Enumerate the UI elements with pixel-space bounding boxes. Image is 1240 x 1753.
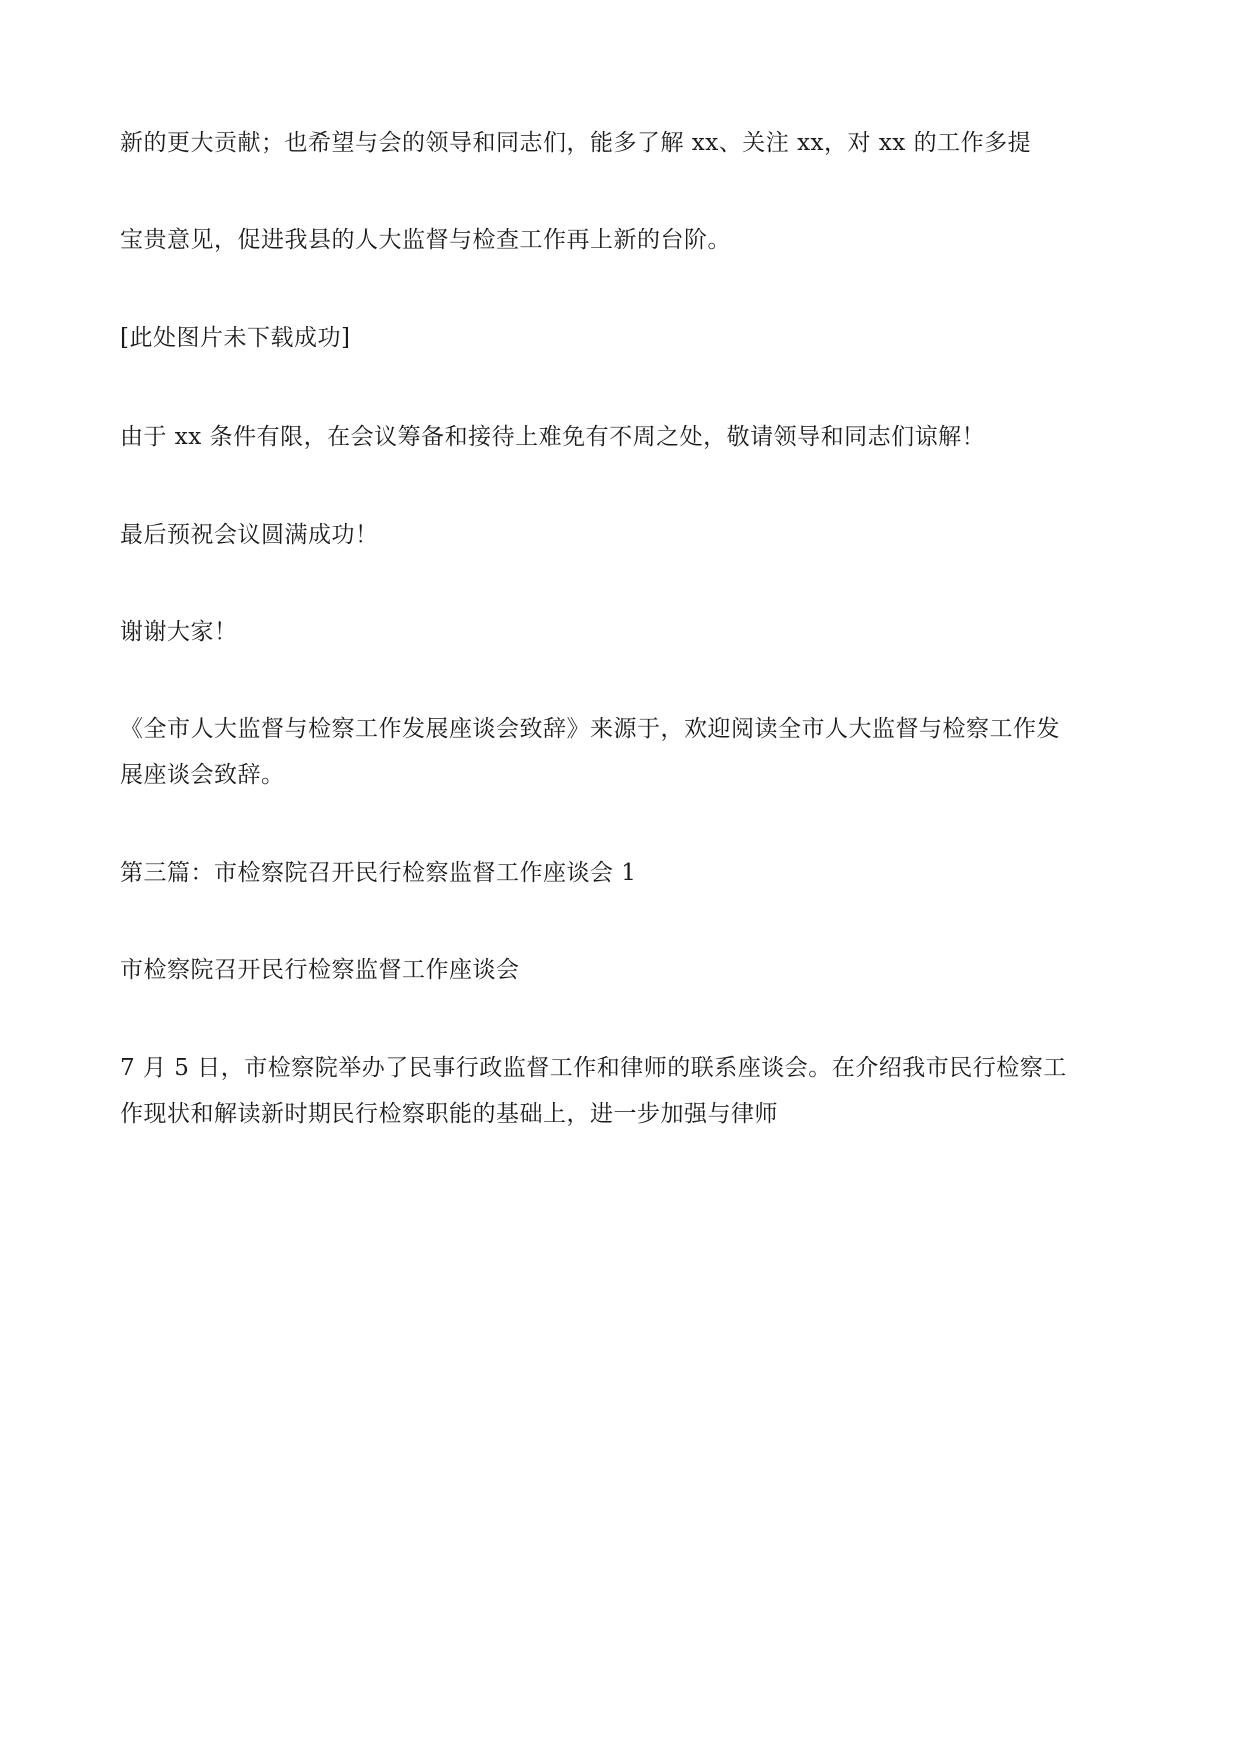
section-heading: 第三篇：市检察院召开民行检察监督工作座谈会 1: [120, 860, 637, 886]
paragraph-line-1: 新的更大贡献；也希望与会的领导和同志们，能多了解 xx、关注 xx，对 xx 的工作多提: [120, 130, 1032, 156]
article-title: 市检察院召开民行检察监督工作座谈会: [120, 957, 520, 983]
image-placeholder-text: [此处图片未下载成功]: [120, 325, 351, 351]
paragraph-line-5: 谢谢大家！: [120, 619, 238, 645]
source-note-line-1: 《全市人大监督与检察工作发展座谈会致辞》来源于，欢迎阅读全市人大监督与检察工作发: [120, 716, 1060, 742]
article-body-line-2: 作现状和解读新时期民行检察职能的基础上，进一步加强与律师: [120, 1101, 778, 1127]
source-note-line-2: 展座谈会致辞。: [120, 762, 285, 788]
article-body-line-1: 7 月 5 日，市检察院举办了民事行政监督工作和律师的联系座谈会。在介绍我市民行检察工: [120, 1055, 1067, 1081]
paragraph-line-2: 宝贵意见，促进我县的人大监督与检查工作再上新的台阶。: [120, 227, 731, 253]
paragraph-line-4: 最后预祝会议圆满成功！: [120, 522, 379, 548]
paragraph-line-3: 由于 xx 条件有限，在会议筹备和接待上难免有不周之处，敬请领导和同志们谅解！: [120, 424, 986, 450]
